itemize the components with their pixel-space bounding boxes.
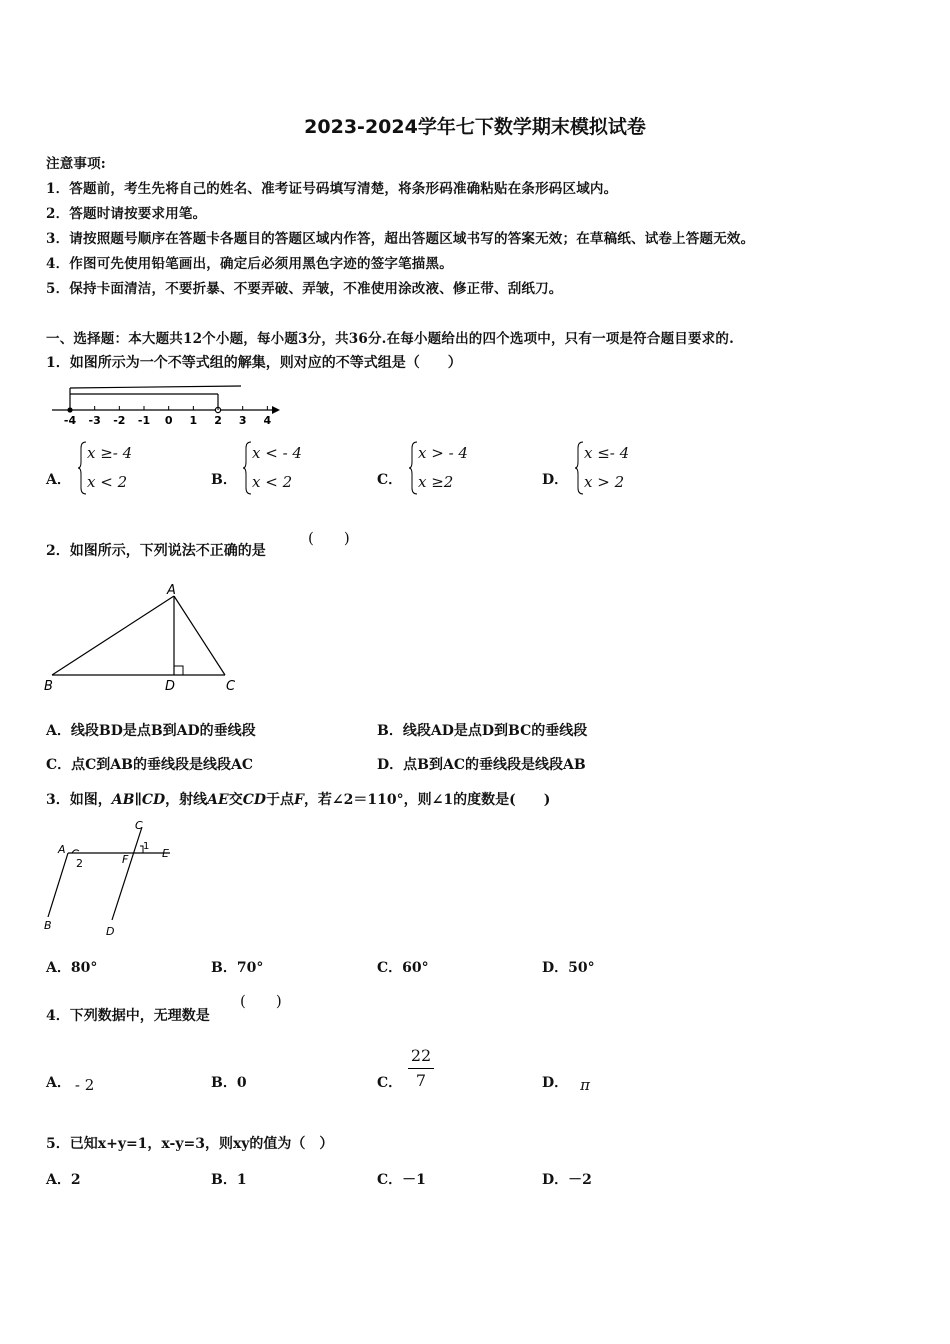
answer-paren: ( ) [308, 529, 350, 547]
number-line-tick-label: 0 [164, 414, 173, 427]
number-line-figure [48, 382, 288, 428]
option-label: B． [211, 1075, 237, 1091]
question-4-stem: 4．下列数据中，无理数是 [46, 1008, 210, 1024]
q3-option-d[interactable] [542, 957, 595, 977]
q4-option-c[interactable] [408, 1046, 434, 1090]
q5-option-c[interactable] [377, 1169, 426, 1189]
number-line-tick-label: 2 [214, 414, 222, 427]
section-heading: 一、选择题：本大题共12个小题，每小题3分，共36分.在每小题给出的四个选项中，只有一项是符合题目要求的. [46, 331, 734, 347]
q3-option-c[interactable] [377, 957, 429, 977]
angle-label-1: 1 [143, 841, 150, 852]
q5-option-a[interactable] [46, 1169, 81, 1189]
option-label: C． [377, 1172, 403, 1188]
q1-option-b-label: B． [211, 472, 237, 488]
q1-option-b[interactable] [243, 440, 333, 498]
q4-option-c-label: C． [377, 1075, 403, 1091]
option-value: 50° [568, 960, 595, 976]
point-label-a: A [58, 843, 66, 856]
option-label: B． [211, 960, 237, 976]
stem-text: ，射线 [165, 792, 208, 808]
note-item: 5．保持卡面清洁，不要折暴、不要弄破、弄皱，不准使用涂改液、修正带、刮纸刀。 [46, 281, 563, 297]
vertex-label-c: C [226, 679, 236, 694]
number-line-tick-label: 3 [238, 414, 247, 427]
stem-text: ，若∠2＝110°，则∠1的度数是( ) [303, 792, 551, 808]
ineq-line-2: x < 2 [87, 473, 128, 491]
stem-text: 交 [228, 792, 243, 808]
vertex-label-b: B [44, 679, 53, 694]
stem-ab: AB∥CD [111, 792, 166, 808]
point-label-c: C [135, 819, 143, 832]
number-line-tick-label: 4 [263, 414, 272, 427]
fraction-bar [408, 1068, 434, 1069]
option-label: C． [377, 960, 403, 976]
page-title: 2023-2024学年七下数学期末模拟试卷 [304, 116, 646, 138]
q2-option-b[interactable]: B．线段AD是点D到BC的垂线段 [377, 723, 588, 739]
option-label: D． [542, 960, 569, 976]
option-value: －2 [568, 1172, 592, 1188]
note-item: 2．答题时请按要求用笔。 [46, 206, 207, 222]
option-value: －1 [402, 1172, 426, 1188]
q5-option-d[interactable] [542, 1169, 592, 1189]
ineq-line-1: x ≤- 4 [584, 444, 630, 462]
notes-heading: 注意事项: [46, 156, 106, 172]
q1-option-c-label: C． [377, 472, 403, 488]
q1-option-d-label: D． [542, 472, 569, 488]
q2-option-d[interactable]: D．点B到AC的垂线段是线段AB [377, 757, 586, 773]
note-item: 3．请按照题号顺序在答题卡各题目的答题区域内作答，超出答题区域书写的答案无效；在草稿纸、试卷上答题无效。 [46, 231, 755, 247]
question-5-stem: 5．已知x+y=1，x-y=3，则xy的值为（ ） [46, 1136, 334, 1152]
stem-f: F [293, 792, 304, 808]
option-value: 2 [70, 1172, 81, 1188]
q4-option-a[interactable] [46, 1072, 94, 1092]
ineq-line-2: x ≥2 [418, 473, 454, 491]
option-label: B． [211, 1172, 237, 1188]
stem-text: 3．如图， [46, 792, 112, 808]
q1-option-a[interactable] [78, 440, 168, 498]
note-item: 1．答题前，考生先将自己的姓名、准考证号码填写清楚，将条形码准确粘贴在条形码区域内。 [46, 181, 618, 197]
q1-option-a-label: A． [46, 472, 71, 488]
option-label: D． [542, 1172, 569, 1188]
vertex-label-a: A [167, 583, 176, 598]
fraction-denominator: 7 [415, 1071, 427, 1090]
number-line-tick-label: -2 [113, 414, 126, 427]
question-2-stem: 2．如图所示，下列说法不正确的是 [46, 543, 266, 559]
q2-option-c[interactable]: C．点C到AB的垂线段是线段AC [46, 757, 253, 773]
point-label-d: D [106, 925, 115, 938]
stem-text: 于点 [265, 792, 294, 808]
option-value: 0 [236, 1075, 247, 1091]
q4-option-d[interactable] [542, 1072, 590, 1092]
option-value: 70° [236, 960, 264, 976]
ineq-line-1: x > - 4 [418, 444, 468, 462]
ineq-line-2: x > 2 [584, 473, 625, 491]
option-value: 60° [402, 960, 429, 976]
ineq-line-1: x < - 4 [252, 444, 302, 462]
q4-option-b[interactable] [211, 1072, 247, 1092]
question-1-stem: 1．如图所示为一个不等式组的解集，则对应的不等式组是（ ） [46, 355, 462, 371]
option-label: A． [46, 1172, 71, 1188]
q1-option-d[interactable] [575, 440, 665, 498]
triangle-figure [40, 578, 250, 698]
parallel-lines-figure [40, 815, 190, 941]
question-3-stem [46, 789, 550, 809]
ineq-line-2: x < 2 [252, 473, 293, 491]
point-label-f: F [122, 853, 129, 866]
stem-ae: AE [207, 792, 229, 808]
option-value: 1 [236, 1172, 247, 1188]
answer-paren: ( ) [240, 992, 282, 1010]
fraction-numerator: 22 [410, 1046, 432, 1065]
option-label: A． [46, 960, 71, 976]
ineq-line-1: x ≥- 4 [87, 444, 133, 462]
angle-label-2: 2 [76, 857, 83, 870]
option-value: 80° [70, 960, 98, 976]
note-item: 4．作图可先使用铅笔画出，确定后必须用黑色字迹的签字笔描黑。 [46, 256, 453, 272]
point-label-e: E [162, 847, 169, 860]
number-line-tick-label: -4 [63, 414, 77, 427]
vertex-label-d: D [165, 679, 176, 694]
q3-option-a[interactable] [46, 957, 97, 977]
q3-option-b[interactable] [211, 957, 263, 977]
option-value: - 2 [74, 1076, 95, 1094]
q5-option-b[interactable] [211, 1169, 247, 1189]
number-line-tick-label: -1 [137, 414, 151, 427]
stem-cd: CD [242, 792, 266, 808]
option-label: D． [542, 1075, 569, 1091]
q2-option-a[interactable]: A．线段BD是点B到AD的垂线段 [46, 723, 256, 739]
q1-option-c[interactable] [409, 440, 499, 498]
number-line-tick-label: 1 [189, 414, 198, 427]
option-value: π [580, 1076, 590, 1094]
option-label: A． [46, 1075, 71, 1091]
point-label-b: B [44, 919, 52, 932]
number-line-tick-label: -3 [88, 414, 101, 427]
